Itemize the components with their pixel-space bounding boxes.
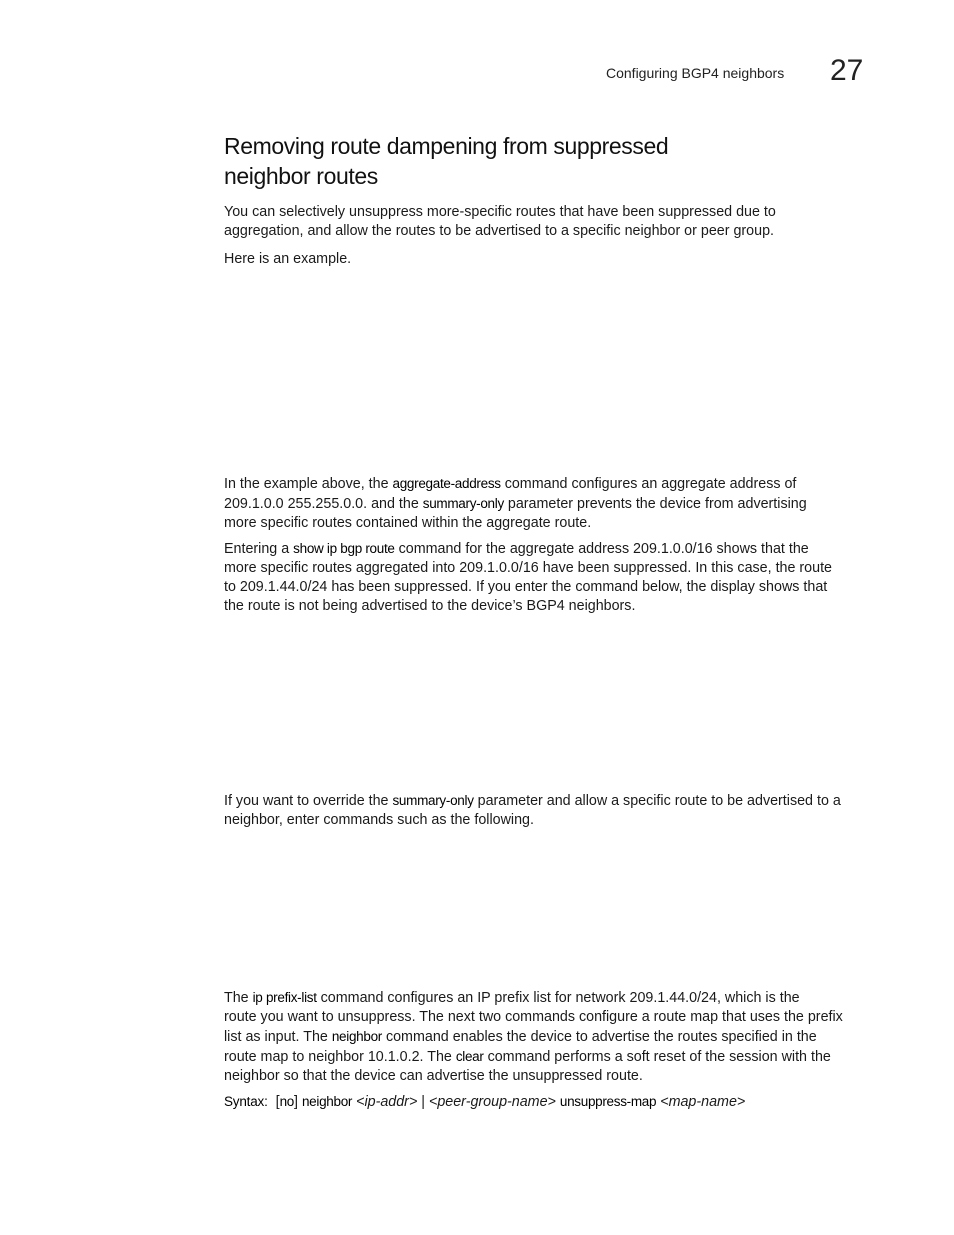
aggregate-paragraph [224,474,869,533]
text-run: If you want to override the [224,793,393,809]
text-run: neighbor so that the device can advertise the unsuppressed route. [224,1068,643,1084]
text-run: parameter and allow a specific route to be advertised to a [473,793,841,809]
text-run: list as input. The [224,1029,332,1045]
text-run: Entering a [224,541,294,557]
text-run: the route is not being advertised to the device’s BGP4 neighbors. [224,598,636,614]
text-run: route map to neighbor 10.1.0.2. The [224,1049,456,1065]
prefix-list-paragraph [224,988,869,1086]
section-title [224,131,704,191]
text-run: more specific routes contained within the aggregate route. [224,515,592,531]
text-run: command configures an IP prefix list for network 209.1.44.0/24, which is the [316,990,800,1006]
text-run: to 209.1.44.0/24 has been suppressed. If you enter the command below, the display shows that [224,579,828,595]
keyword-summary-only: summary-only [392,793,474,808]
keyword-clear: clear [455,1049,484,1064]
text-run: parameter prevents the device from advertising [503,496,807,512]
intro-paragraph [224,203,869,241]
text-run: 209.1.0.0 255.255.0.0. and the [224,496,423,512]
text-run: command for the aggregate address 209.1.0.0/16 shows that the [394,541,809,557]
keyword-aggregate-address: aggregate-address [392,476,501,491]
text-run: neighbor, enter commands such as the following. [224,812,534,828]
text-run: In the example above, the [224,476,393,492]
intro-line-2: aggregation, and allow the routes to be advertised to a specific neighbor or peer group. [224,223,774,239]
syntax-open-bracket: [ [275,1094,280,1110]
syntax-line [224,1092,869,1112]
text-run: more specific routes aggregated into 209.1.0.0/16 have been suppressed. In this case, the route [224,560,833,576]
section-title-line-2: neighbor routes [224,163,378,189]
syntax-param-ip-addr: <ip-addr> [356,1094,418,1110]
syntax-close-bracket: ] [293,1094,298,1110]
syntax-label: Syntax: [224,1094,268,1109]
text-run: command configures an aggregate address of [500,476,797,492]
text-run: command enables the device to advertise the routes specified in the [381,1029,817,1045]
keyword-neighbor: neighbor [331,1029,382,1044]
show-route-paragraph [224,539,869,616]
keyword-show-ip-bgp-route: show ip bgp route [293,541,395,556]
intro-line-1: You can selectively unsuppress more-specific routes that have been suppressed due to [224,204,776,220]
syntax-keyword-no: no [279,1094,294,1109]
example-intro: Here is an example. [224,251,352,267]
running-header-title: Configuring BGP4 neighbors [606,65,785,81]
syntax-param-peer-group-name: <peer-group-name> [428,1094,556,1110]
syntax-param-map-name: <map-name> [660,1094,746,1110]
syntax-keyword-neighbor: neighbor [301,1094,353,1109]
syntax-keyword-unsuppress-map: unsuppress-map [559,1094,657,1109]
text-run: route you want to unsuppress. The next two commands configure a route map that uses the prefix [224,1009,843,1025]
override-paragraph [224,791,869,830]
syntax-pipe: | [421,1094,425,1110]
keyword-summary-only: summary-only [422,496,504,511]
chapter-number: 27 [830,54,864,87]
text-run: The [224,990,253,1006]
section-title-line-1: Removing route dampening from suppressed [224,133,669,159]
text-run: command performs a soft reset of the session with the [483,1049,831,1065]
keyword-ip-prefix-list: ip prefix-list [252,990,317,1005]
